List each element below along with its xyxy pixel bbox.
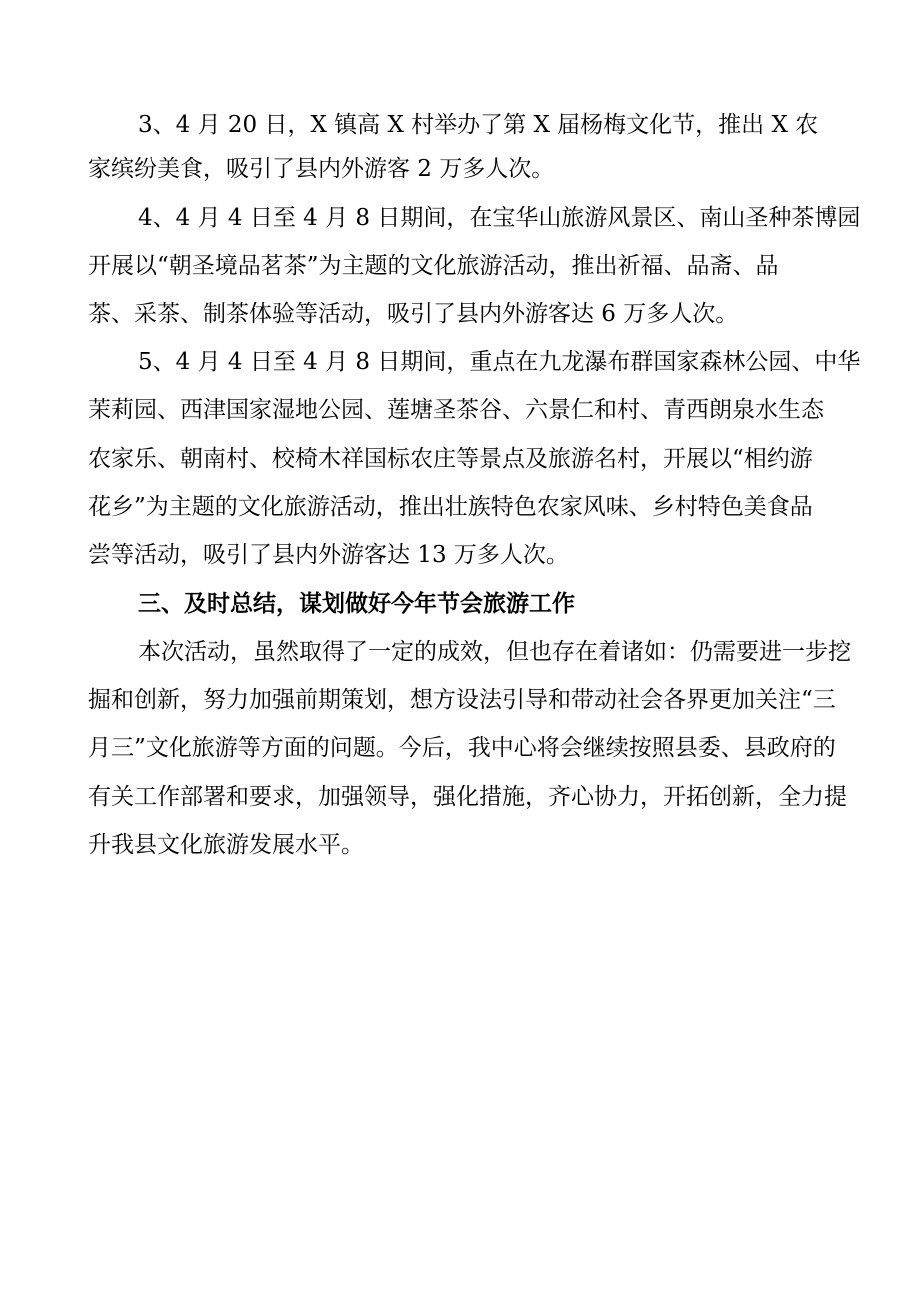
paragraph-line: 4、4 月 4 日至 4 月 8 日期间，在宝华山旅游风景区、南山圣种茶博园 (138, 205, 861, 231)
paragraph-line: 升我县文化旅游发展水平。 (88, 832, 364, 858)
paragraph-line: 开展以“朝圣境品茗茶”为主题的文化旅游活动，推出祈福、品斋、品 (88, 253, 779, 279)
section-heading: 三、及时总结，谋划做好今年节会旅游工作 (138, 590, 575, 617)
paragraph-line: 茶、采茶、制茶体验等活动，吸引了县内外游客达 6 万多人次。 (88, 301, 739, 327)
paragraph-line: 3、4 月 20 日，X 镇高 X 村举办了第 X 届杨梅文化节，推出 X 农 (138, 112, 819, 138)
paragraph-line: 5、4 月 4 日至 4 月 8 日期间，重点在九龙瀑布群国家森林公园、中华 (138, 349, 861, 375)
paragraph-line: 家缤纷美食，吸引了县内外游客 2 万多人次。 (88, 156, 555, 182)
paragraph-line: 有关工作部署和要求，加强领导，强化措施，齐心协力，开拓创新，全力提 (88, 784, 847, 810)
paragraph-line: 掘和创新，努力加强前期策划，想方设法引导和带动社会各界更加关注“三 (88, 687, 836, 713)
paragraph-line: 月三”文化旅游等方面的问题。今后，我中心将会继续按照县委、县政府的 (88, 735, 836, 761)
paragraph-line: 花乡”为主题的文化旅游活动，推出壮族特色农家风味、乡村特色美食品 (88, 494, 813, 520)
paragraph-line: 尝等活动，吸引了县内外游客达 13 万多人次。 (88, 542, 569, 568)
paragraph-line: 本次活动，虽然取得了一定的成效，但也存在着诸如：仍需要进一步挖 (138, 639, 851, 665)
paragraph-line: 农家乐、朝南村、校椅木祥国标农庄等景点及旅游名村，开展以“相约游 (88, 446, 813, 472)
paragraph-line: 茉莉园、西津国家湿地公园、莲塘圣茶谷、六景仁和村、青西朗泉水生态 (88, 397, 824, 423)
